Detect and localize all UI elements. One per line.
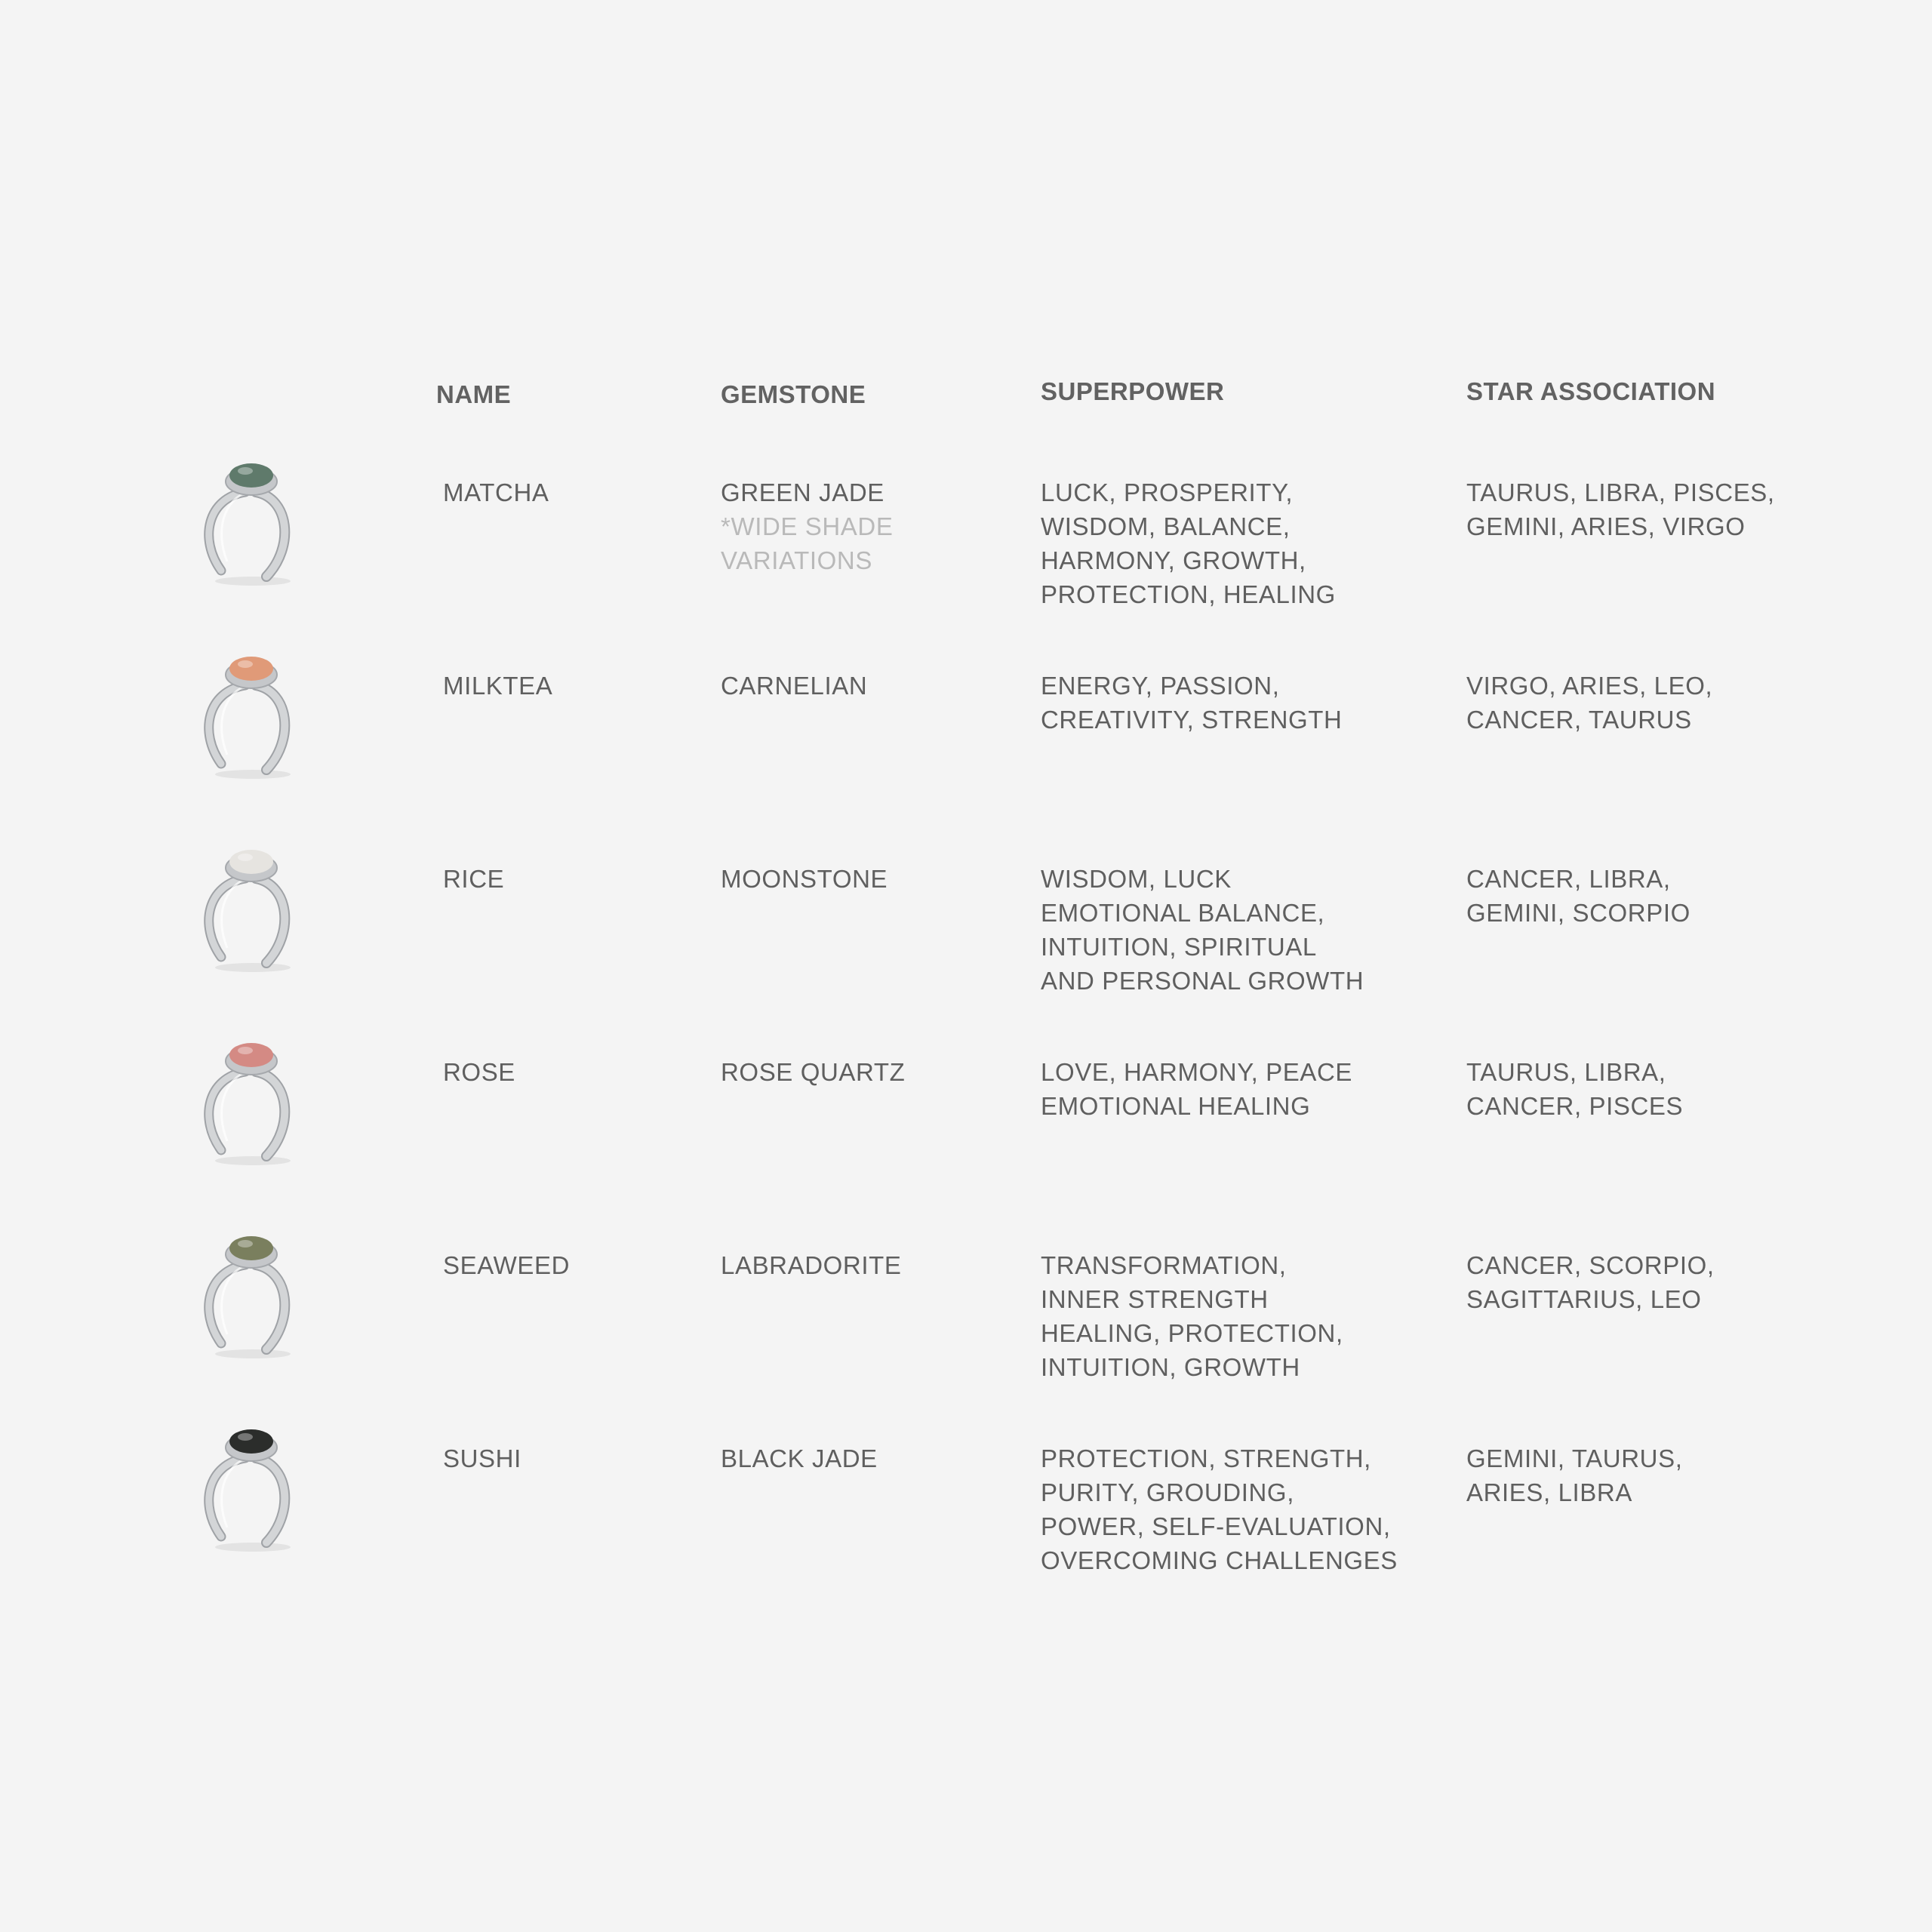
- table-row: [0, 1441, 1932, 1635]
- gemstone-cell-line: GREEN JADE: [721, 478, 884, 506]
- superpower-cell-line: WISDOM, BALANCE,: [1041, 512, 1291, 540]
- superpower-cell-line: PURITY, GROUDING,: [1041, 1478, 1294, 1506]
- superpower-cell: [1041, 475, 1336, 611]
- gemstone-cell-line: CARNELIAN: [721, 672, 868, 700]
- ring-icon: [192, 1020, 306, 1171]
- gemstone-cell: [721, 862, 888, 896]
- gemstone-cell-line: LABRADORITE: [721, 1251, 902, 1279]
- ring-name: SEAWEED: [443, 1251, 571, 1279]
- gemstone-cell-line: ROSE QUARTZ: [721, 1058, 906, 1086]
- star-association-cell: [1466, 1055, 1683, 1123]
- ring-icon: [192, 1407, 306, 1558]
- star-association-cell-line: TAURUS, LIBRA, PISCES,: [1466, 478, 1775, 506]
- superpower-cell-line: AND PERSONAL GROWTH: [1041, 967, 1364, 995]
- ring-name: MATCHA: [443, 478, 549, 506]
- star-association-cell-line: CANCER, LIBRA,: [1466, 865, 1671, 893]
- superpower-cell-line: TRANSFORMATION,: [1041, 1251, 1287, 1279]
- gemstone-cell: [721, 1055, 905, 1089]
- star-association-cell: [1466, 669, 1712, 737]
- star-association-cell-line: CANCER, SCORPIO,: [1466, 1251, 1715, 1279]
- superpower-cell-line: WISDOM, LUCK: [1041, 865, 1232, 893]
- star-association-cell: [1466, 1441, 1682, 1509]
- gemstone-cell: [721, 669, 867, 703]
- superpower-cell-line: LOVE, HARMONY, PEACE: [1041, 1058, 1353, 1086]
- gemstone-cell-line: MOONSTONE: [721, 865, 888, 893]
- superpower-cell-line: HEALING, PROTECTION,: [1041, 1319, 1343, 1347]
- star-association-cell-line: SAGITTARIUS, LEO: [1466, 1285, 1702, 1313]
- superpower-cell-line: OVERCOMING CHALLENGES: [1041, 1546, 1398, 1574]
- superpower-cell-line: CREATIVITY, STRENGTH: [1041, 706, 1343, 734]
- ring-name: RICE: [443, 865, 505, 893]
- gemstone-cell: [721, 475, 893, 577]
- header-gemstone: GEMSTONE: [721, 380, 866, 408]
- star-association-cell: [1466, 862, 1690, 930]
- star-association-cell-line: GEMINI, SCORPIO: [1466, 899, 1690, 927]
- gemstone-cell-line: BLACK JADE: [721, 1444, 878, 1472]
- superpower-cell-line: INTUITION, SPIRITUAL: [1041, 933, 1317, 961]
- superpower-cell-line: ENERGY, PASSION,: [1041, 672, 1280, 700]
- header-name: NAME: [436, 380, 512, 408]
- ring-name: ROSE: [443, 1058, 515, 1086]
- gemstone-note-line: *WIDE SHADE: [721, 512, 894, 540]
- superpower-cell-line: PROTECTION, STRENGTH,: [1041, 1444, 1371, 1472]
- superpower-cell-line: POWER, SELF-EVALUATION,: [1041, 1512, 1391, 1540]
- superpower-cell: [1041, 1441, 1398, 1577]
- gemstone-cell: [721, 1441, 878, 1475]
- star-association-cell-line: GEMINI, ARIES, VIRGO: [1466, 512, 1746, 540]
- star-association-cell-line: CANCER, TAURUS: [1466, 706, 1692, 734]
- superpower-cell-line: INNER STRENGTH: [1041, 1285, 1269, 1313]
- gemstone-note-line: VARIATIONS: [721, 546, 872, 574]
- ring-icon: [192, 634, 306, 785]
- superpower-cell-line: EMOTIONAL HEALING: [1041, 1092, 1311, 1120]
- header-star-association: STAR ASSOCIATION: [1466, 377, 1716, 405]
- ring-icon: [192, 827, 306, 978]
- superpower-cell: [1041, 669, 1343, 737]
- star-association-cell-line: ARIES, LIBRA: [1466, 1478, 1632, 1506]
- superpower-cell-line: PROTECTION, HEALING: [1041, 580, 1336, 608]
- superpower-cell: [1041, 1055, 1352, 1123]
- ring-icon: [192, 1214, 306, 1364]
- star-association-cell-line: CANCER, PISCES: [1466, 1092, 1684, 1120]
- gemstone-cell: [721, 1248, 902, 1282]
- header-superpower: SUPERPOWER: [1041, 377, 1225, 405]
- superpower-cell: [1041, 1248, 1343, 1384]
- star-association-cell-line: TAURUS, LIBRA,: [1466, 1058, 1666, 1086]
- superpower-cell: [1041, 862, 1364, 998]
- star-association-cell: [1466, 475, 1775, 543]
- superpower-cell-line: HARMONY, GROWTH,: [1041, 546, 1306, 574]
- star-association-cell: [1466, 1248, 1715, 1316]
- ring-icon: [192, 441, 306, 592]
- star-association-cell-line: GEMINI, TAURUS,: [1466, 1444, 1683, 1472]
- star-association-cell-line: VIRGO, ARIES, LEO,: [1466, 672, 1713, 700]
- superpower-cell-line: LUCK, PROSPERITY,: [1041, 478, 1294, 506]
- superpower-cell-line: INTUITION, GROWTH: [1041, 1353, 1300, 1381]
- superpower-cell-line: EMOTIONAL BALANCE,: [1041, 899, 1325, 927]
- ring-name: MILKTEA: [443, 672, 553, 700]
- ring-name: SUSHI: [443, 1444, 521, 1472]
